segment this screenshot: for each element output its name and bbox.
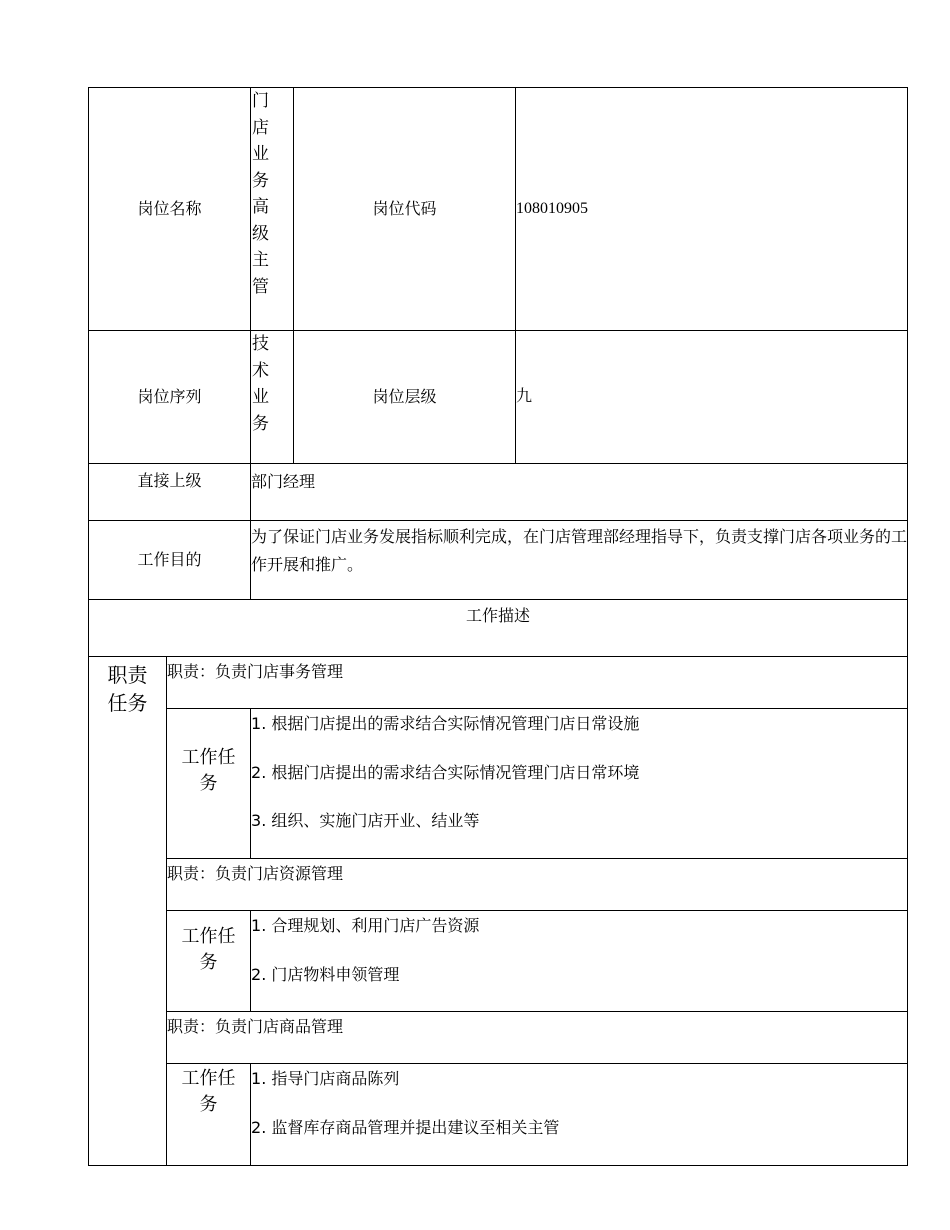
- task-item: 3. 组织、实施门店开业、结业等: [251, 811, 480, 830]
- task-item: 1. 指导门店商品陈列: [251, 1069, 400, 1088]
- sequence-label: 岗位序列: [89, 331, 251, 464]
- task-label-cell: [167, 911, 251, 1012]
- task-label: 工作任务: [181, 1068, 236, 1115]
- sequence-value: 技术业务: [252, 334, 270, 434]
- job-description-table: [88, 87, 908, 1166]
- task-list: [251, 1064, 908, 1166]
- duty-title: 职责：负责门店资源管理: [167, 859, 908, 911]
- duty-section-label: 职责任务: [107, 663, 148, 715]
- position-name-label: 岗位名称: [89, 88, 251, 331]
- task-item: 1. 合理规划、利用门店广告资源: [251, 916, 480, 935]
- position-code-value: 108010905: [516, 88, 908, 331]
- task-label: 工作任务: [181, 926, 236, 973]
- duty-title: 职责：负责门店事务管理: [167, 657, 908, 709]
- position-row: [89, 88, 908, 331]
- task-list: [251, 911, 908, 1012]
- task-list: [251, 709, 908, 859]
- duty-row: [89, 657, 908, 709]
- position-code-label: 岗位代码: [294, 88, 516, 331]
- duty-row: [89, 859, 908, 911]
- sequence-row: [89, 331, 908, 464]
- duty-title: 职责：负责门店商品管理: [167, 1012, 908, 1064]
- task-item: 2. 根据门店提出的需求结合实际情况管理门店日常环境: [251, 762, 640, 782]
- duty-row: [89, 1012, 908, 1064]
- purpose-label: 工作目的: [89, 521, 251, 600]
- task-item: 2. 监督库存商品管理并提出建议至相关主管: [251, 1117, 560, 1137]
- task-row: [89, 1064, 908, 1166]
- description-title: 工作描述: [89, 600, 908, 657]
- task-row: [89, 911, 908, 1012]
- description-title-row: [89, 600, 908, 657]
- task-label: 工作任务: [181, 747, 236, 794]
- supervisor-row: [89, 464, 908, 521]
- task-item: 2. 门店物料申领管理: [251, 964, 400, 984]
- sequence-cell: [251, 331, 294, 464]
- level-label: 岗位层级: [294, 331, 516, 464]
- purpose-value: 为了保证门店业务发展指标顺利完成，在门店管理部经理指导下，负责支撑门店各项业务的工作开展和推广。: [251, 521, 908, 600]
- task-item: 1. 根据门店提出的需求结合实际情况管理门店日常设施: [251, 714, 640, 733]
- supervisor-label: 直接上级: [89, 464, 251, 521]
- supervisor-value: 部门经理: [251, 464, 908, 521]
- position-name-value: 门店业务高级主管: [252, 91, 270, 297]
- purpose-row: [89, 521, 908, 600]
- task-label-cell: [167, 1064, 251, 1166]
- position-name-cell: [251, 88, 294, 331]
- duty-section-cell: [89, 657, 167, 1166]
- level-value: 九: [516, 331, 908, 464]
- task-label-cell: [167, 709, 251, 859]
- task-row: [89, 709, 908, 859]
